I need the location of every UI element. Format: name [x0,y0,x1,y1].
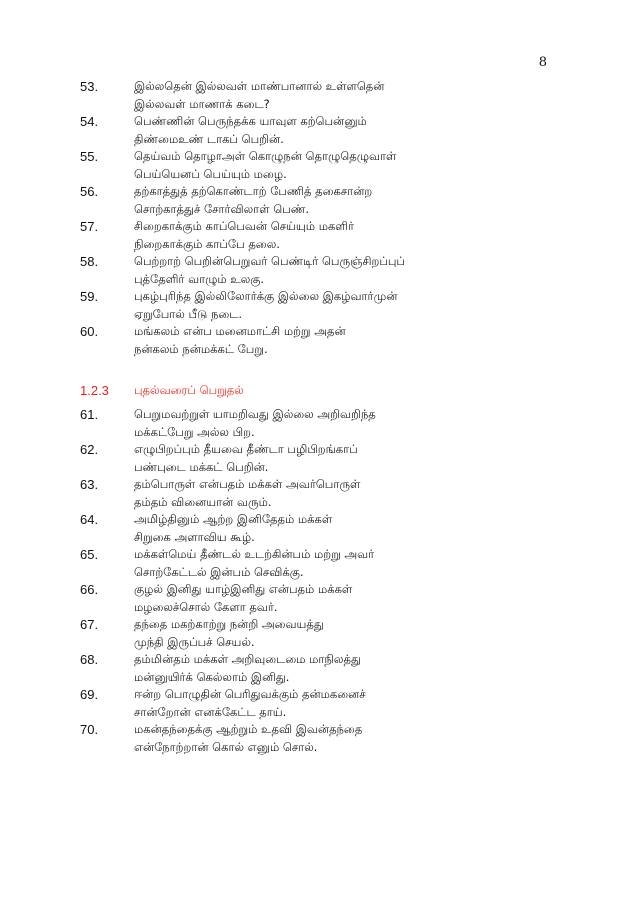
verse-line-2: பெய்யெனப் பெய்யும் மழை. [134,166,287,181]
verse-line-2: என்நோற்றான் கொல் எனும் சொல். [134,739,318,754]
verse-number: 59. [80,289,99,304]
verse-line-2: மழலைச்சொல் கேளா தவர். [134,599,278,614]
couplet [80,721,560,756]
verse-line-2: மக்கட்பேறு அல்ல பிற. [134,424,255,439]
section-heading [80,368,560,406]
verse-line-2: பண்புடை மக்கட் பெறின். [134,459,269,474]
couplet [80,288,560,323]
verse-number: 66. [80,582,99,597]
verse-line-1: மக்கள்மெய் தீண்டல் உடற்கின்பம் மற்று அவர் [134,547,375,561]
couplet [80,148,560,183]
verse-number: 65. [80,547,99,562]
verse-list [80,78,560,756]
verse-line-2: சொற்காத்துச் சோர்விலாள் பெண். [134,201,310,216]
couplet [80,218,560,253]
verse-line-2: சான்றோன் எனக்கேட்ட தாய். [134,704,287,719]
couplet [80,511,560,546]
verse-line-1: தந்தை மகற்காற்று நன்றி அவையத்து [134,617,324,631]
verse-line-1: குழல் இனிது யாழ்இனிது என்பதம் மக்கள் [134,582,353,596]
verse-number: 57. [80,219,99,234]
couplet [80,253,560,288]
verse-number: 61. [80,407,99,422]
verse-line-1: தற்காத்துத் தற்கொண்டாற் பேணித் தகைசான்ற [134,184,373,198]
verse-line-1: அமிழ்தினும் ஆற்ற இனிதேதம் மக்கள் [134,512,333,526]
couplet [80,183,560,218]
verse-line-1: பெண்ணின் பெருந்தக்க யாவுள கற்பென்னும் [134,114,367,128]
couplet [80,113,560,148]
verse-line-2: ஏறுபோல் பீடு நடை. [134,306,243,321]
verse-line-2: தம்தம் வினையான் வரும். [134,494,272,509]
verse-line-1: தம்பொருள் என்பதம் மக்கள் அவர்பொருள் [134,477,361,491]
verse-number: 63. [80,477,99,492]
verse-line-2: நிறைகாக்கும் காப்பே தலை. [134,236,280,251]
couplet [80,476,560,511]
verse-line-1: ஈன்ற பொழுதின் பெரிதுவக்கும் தன்மகனைச் [134,687,366,701]
verse-line-1: தம்மின்தம் மக்கள் அறிவுடைமை மாநிலத்து [134,652,361,666]
couplet [80,323,560,358]
verse-line-2: திண்மைஉண் டாகப் பெறின். [134,131,284,146]
verse-number: 60. [80,324,99,339]
verse-line-1: எழுபிறப்பும் தீயவை தீண்டா பழிபிறங்காப் [134,442,358,456]
section-number: 1.2.3 [80,383,109,398]
verse-number: 58. [80,254,99,269]
couplet [80,651,560,686]
couplet [80,406,560,441]
verse-line-2: சொற்கேட்டல் இன்பம் செவிக்கு. [134,564,304,579]
verse-line-2: புத்தேளிர் வாழும் உலகு. [134,271,265,286]
verse-number: 56. [80,184,99,199]
couplet [80,686,560,721]
verse-line-2: முந்தி இருப்பச் செயல். [134,634,255,649]
verse-line-1: சிறைகாக்கும் காப்பெவன் செய்யும் மகளிர் [134,219,355,233]
verse-line-1: புகழ்புரிந்த இல்லிலோர்க்கு இல்லை இகழ்வார்முன் [134,289,398,303]
verse-number: 54. [80,114,99,129]
verse-number: 53. [80,79,99,94]
couplet [80,616,560,651]
verse-line-1: இல்லதென் இல்லவள் மாண்பானால் உள்ளதென் [134,79,385,93]
couplet [80,441,560,476]
verse-line-2: நன்கலம் நன்மக்கட் பேறு. [134,341,268,356]
verse-line-2: மன்னுயிர்க் கெல்லாம் இனிது. [134,669,290,684]
verse-line-1: பெற்றாற் பெறின்பெறுவர் பெண்டிர் பெருஞ்சிறப்புப் [134,254,405,268]
verse-number: 70. [80,722,99,737]
verse-number: 68. [80,652,99,667]
verse-number: 55. [80,149,99,164]
verse-line-1: பெறுமவற்றுள் யாமறிவது இல்லை அறிவறிந்த [134,407,376,421]
verse-line-2: இல்லவள் மாணாக் கடை? [134,96,270,111]
verse-line-1: தெய்வம் தொழாஅள் கொழுநன் தொழுதெழுவாள் [134,149,397,163]
page-number: 8 [538,55,547,70]
verse-line-2: சிறுகை அளாவிய கூழ். [134,529,255,544]
verse-number: 64. [80,512,99,527]
couplet [80,78,560,113]
verse-number: 67. [80,617,99,632]
verse-line-1: மங்கலம் என்ப மனைமாட்சி மற்று அதன் [134,324,346,338]
verse-line-1: மகன்தந்தைக்கு ஆற்றும் உதவி இவன்தந்தை [134,722,363,736]
couplet [80,581,560,616]
verse-number: 69. [80,687,99,702]
verse-number: 62. [80,442,99,457]
section-title: புதல்வரைப் பெறுதல் [134,383,244,397]
couplet [80,546,560,581]
